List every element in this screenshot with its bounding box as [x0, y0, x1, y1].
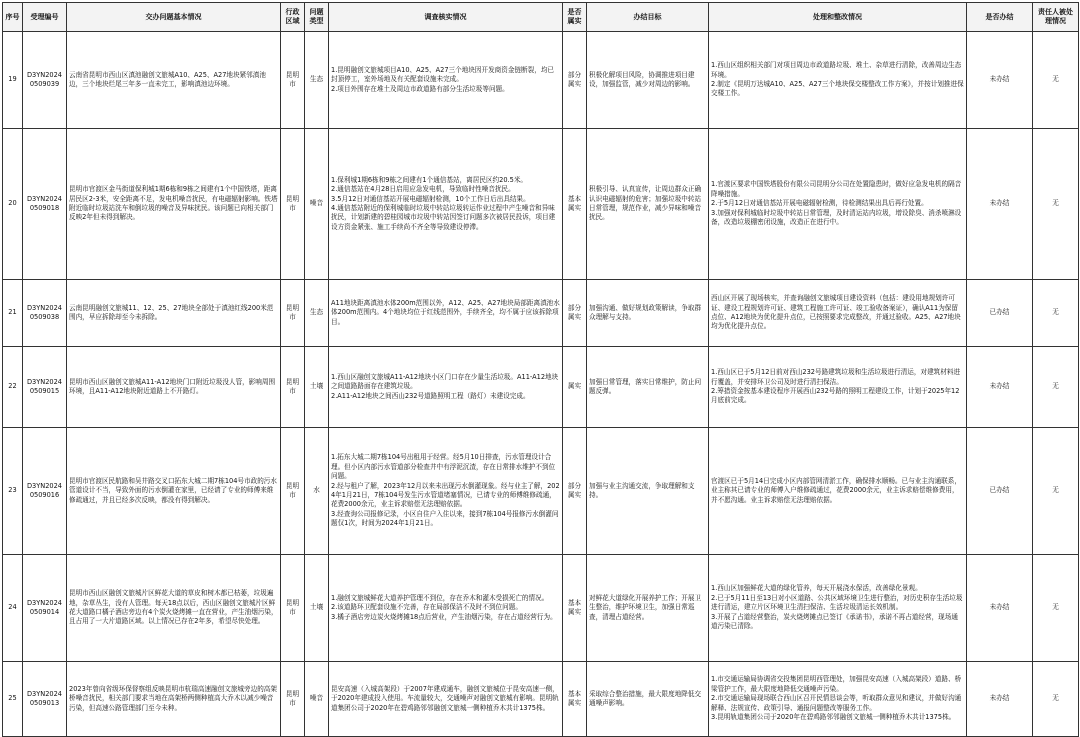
cell-done: 未办结	[967, 129, 1033, 280]
cell-investigation: A11地块距离滇池水体200m范围以外，A12、A25、A27地块局部距离滇池水体200m范围内。4个地块均位于红线范围外，手续齐全，均不属于应该拆除项目。	[329, 280, 563, 347]
cell-responsible: 无	[1033, 280, 1079, 347]
cell-true: 基本属实	[563, 129, 587, 280]
cell-done: 已办结	[967, 428, 1033, 555]
cell-goal: 加强沟通、做好规划政策解读，争取群众理解与支持。	[587, 280, 709, 347]
cell-seq: 20	[3, 129, 23, 280]
cell-basic: 昆明市官渡区民航路和吴井路交叉口拓东大城二期7栋104号市政的污水管道设计不当，导致外面的污水倒灌在家里，已经请了专业的师傅来维修疏通过，并且已经多次反映，都没有得到解决。	[67, 428, 281, 555]
cell-area: 昆明市	[281, 32, 305, 129]
cell-true: 部分属实	[563, 32, 587, 129]
cell-area: 昆明市	[281, 280, 305, 347]
cell-done: 未办结	[967, 32, 1033, 129]
header-responsible: 责任人被处理情况	[1033, 3, 1079, 32]
cell-type: 水	[305, 428, 329, 555]
cell-area: 昆明市	[281, 129, 305, 280]
header-goal: 办结目标	[587, 3, 709, 32]
cell-type: 生态	[305, 32, 329, 129]
table-row	[3, 280, 1079, 347]
cell-code: D3YN20240509038	[23, 280, 67, 347]
cell-investigation: 1.西山区融创文旅城A11-A12地块小区门口存在少量生活垃圾。A11-A12地块之间道路路面存在建筑垃圾。 2.A11-A12地块之间西山232号道路照明工程（路灯）未建设完成。	[329, 347, 563, 428]
cell-action: 官渡区已于5月14日完成小区内部管网清淤工作，确保排水顺畅。已与业主沟通联系，业主称其已请专业的师傅入户维修疏通过，花费2000余元，业主诉求赔偿维修费用，并不愿沟通。业主诉求赔偿无法理赔依据。	[709, 428, 967, 555]
cell-investigation: 1.融创文旅城鲜花大道养护管理不到位，存在乔木和灌木受损死亡的情况。 2.该道路环卫配套设施不完善，存在局部保洁不及时不到位问题。 3.橘子酒店旁边炭火烧烤摊18点后营业，产生油烟污染，存在占道经营行为。	[329, 555, 563, 662]
cell-seq: 24	[3, 555, 23, 662]
cell-type: 土壤	[305, 347, 329, 428]
cell-basic: 云南昆明融创文旅城11、12、25、27地块全部处于滇池红线200米范围内，早应拆除却至今未拆除。	[67, 280, 281, 347]
cell-action: 1.西山区已于5月12日前对西山232号路建筑垃圾和生活垃圾进行清运，对建筑材料进行覆盖，并安排环卫公司及时进行清扫保洁。 2.筹措资金按基本建设程序开展西山232号路的照明工程建设工作，计划于2025年12月底前完成。	[709, 347, 967, 428]
table-row	[3, 129, 1079, 280]
cell-investigation: 昆安高速（入城高架段）于2007年建成通车，融创文旅城位于昆安高速一侧，于2020年建成投入使用。车流量较大，交通噪声对融创文旅城有影响。昆明轨道集团公司于2020年在碧鸡路邻邻融创文旅城一侧种植乔木共计1375株。	[329, 662, 563, 737]
cell-action: 西山区开展了现场核实，并查询融创文旅城项目建设资料（包括：建设用地规划许可证、建设工程规划许可证、建筑工程施工许可证、竣工验收备案证），确认A11为保留点位、A12地块为优化提升点位，已按照要求完成整改，并通过验收。A25、A27地块均为优化提升点位。	[709, 280, 967, 347]
cell-code: D3YN20240509018	[23, 129, 67, 280]
cell-seq: 25	[3, 662, 23, 737]
cell-action: 1.官渡区要求中国铁塔股份有限公司昆明分公司在处置隐患时，做好应急发电机的隔音降噪措施。 2.于5月12日对通信基站开展电磁辐射检测，待检测结果出具后再行处置。 3.加强对保利城临时垃圾中转站日常管理，及时清运站内垃圾，增设除臭、消杀喷淋设备，改造垃圾棚密闭设施，改造正在进行中。	[709, 129, 967, 280]
cell-seq: 22	[3, 347, 23, 428]
cell-basic: 昆明市西山区融创文旅城片区鲜花大道的草皮和树木都已枯萎，垃圾遍地，杂草丛生，没有人管理。每天18点以后，西山区融创文旅城片区鲜花大道路口橘子酒店旁边有4个炭火烧烤摊一直在营业，产生油烟污染，且占用了一大片道路区域。以上情况已存在2年多，希望尽快处理。	[67, 555, 281, 662]
cell-basic: 云南省昆明市西山区滇池融创文旅城A10、A25、A27地块紧邻滇池边，三个地块烂尾三年多一直未完工，影响滇池边环境。	[67, 32, 281, 129]
header-true: 是否属实	[563, 3, 587, 32]
cell-investigation: 1.昆明融创文旅城项目A10、A25、A27三个地块因开发商资金链断裂，均已封顶停工，室外场地及有关配套设施未完成。 2.项目外围存在堆土及周边市政道路有部分生活垃圾等问题。	[329, 32, 563, 129]
cell-code: D3YN20240509016	[23, 428, 67, 555]
cell-seq: 21	[3, 280, 23, 347]
cell-responsible: 无	[1033, 555, 1079, 662]
cell-responsible: 无	[1033, 32, 1079, 129]
table-row	[3, 662, 1079, 737]
cell-done: 未办结	[967, 555, 1033, 662]
cell-responsible: 无	[1033, 428, 1079, 555]
header-investigation: 调查核实情况	[329, 3, 563, 32]
table-row	[3, 32, 1079, 129]
petition-table	[2, 2, 1079, 737]
cell-responsible: 无	[1033, 662, 1079, 737]
cell-area: 昆明市	[281, 428, 305, 555]
cell-investigation: 1.拓东大城二期7栋104号出租用于经营。经5月10日排查，污水管理设计合理。但小区内部污水管道部分检查井中有浮泥沉渣，存在日常排水维护不到位问题。 2.经与租户了解，2023年12月以来未出现污水倒灌现象。经与业主了解，2024年1月21日，7栋104号发生污水管道堵塞情况，已请专业的师傅维修疏通，花费2000余元，业主诉求赔偿无法理赔依据。 3.经查询公司报修记录，小区自住户入住以来，接到7栋104号报修污水倒灌问题仅1次，时间为2024年1月21日。	[329, 428, 563, 555]
table-header-row	[3, 3, 1079, 32]
table-row	[3, 347, 1079, 428]
cell-goal: 采取综合整治措施，最大限度地降低交通噪声影响。	[587, 662, 709, 737]
cell-seq: 23	[3, 428, 23, 555]
cell-area: 昆明市	[281, 347, 305, 428]
cell-basic: 2023年曾向省级环保督察组反映昆明市杭瑞高速融创文旅城旁边的高架桥噪音扰民，相关部门要求当地在高架桥两侧种植高大乔木以减少噪音污染，但高速公路管理部门至今未种。	[67, 662, 281, 737]
cell-area: 昆明市	[281, 555, 305, 662]
cell-responsible: 无	[1033, 347, 1079, 428]
cell-goal: 加强与业主沟通交流，争取理解和支持。	[587, 428, 709, 555]
cell-done: 未办结	[967, 662, 1033, 737]
cell-true: 部分属实	[563, 428, 587, 555]
table-row	[3, 428, 1079, 555]
cell-done: 未办结	[967, 347, 1033, 428]
cell-code: D3YN20240509015	[23, 347, 67, 428]
header-area: 行政区域	[281, 3, 305, 32]
cell-true: 基本属实	[563, 662, 587, 737]
cell-goal: 加强日常管理，落实日常维护，防止问题反弹。	[587, 347, 709, 428]
cell-code: D3YN20240509014	[23, 555, 67, 662]
header-code: 受理编号	[23, 3, 67, 32]
cell-goal: 积极化解项目风险，协调推进项目建设，加强监管，减少对周边的影响。	[587, 32, 709, 129]
table-row	[3, 555, 1079, 662]
cell-type: 噪音	[305, 662, 329, 737]
header-seq: 序号	[3, 3, 23, 32]
header-done: 是否办结	[967, 3, 1033, 32]
cell-basic: 昆明市西山区融创文旅城A11-A12地块门口附近垃圾没人管，影响周围环境，且A11-A12地块附近道路上不开路灯。	[67, 347, 281, 428]
cell-seq: 19	[3, 32, 23, 129]
header-basic: 交办问题基本情况	[67, 3, 281, 32]
cell-responsible: 无	[1033, 129, 1079, 280]
cell-code: D3YN20240509039	[23, 32, 67, 129]
cell-area: 昆明市	[281, 662, 305, 737]
cell-action: 1.西山区组织相关部门对项目周边市政道路垃圾、堆土、杂草进行清除，改善周边生态环境。 2.制定《昆明万达城A10、A25、A27三个地块保交楼整改工作方案》，并按计划推进保交楼工作。	[709, 32, 967, 129]
cell-type: 生态	[305, 280, 329, 347]
header-action: 处理和整改情况	[709, 3, 967, 32]
cell-type: 土壤	[305, 555, 329, 662]
cell-action: 1.市交通运输局协调省交投集团昆明西管理处，加强昆安高速（入城高架段）道路、桥梁管护工作，最大限度地降低交通噪声污染。 2.市交通运输局现场联合西山区召开民情恳谈会等，听取群众意见和建议，并做好沟通解释、法规宣传、政策引导、通报问题整改等服务工作。 3.昆明轨道集团公司于2020年在碧鸡路邻邻融创文旅城一侧种植乔木共计1375株。	[709, 662, 967, 737]
cell-goal: 积极引导、认真宣传，让周边群众正确认识电磁辐射的危害；加强垃圾中转站日常管理，规范作业，减少异味和噪音扰民。	[587, 129, 709, 280]
cell-code: D3YN20240509013	[23, 662, 67, 737]
cell-goal: 对鲜花大道绿化开展养护工作；开展卫生整治，维护环境卫生，加强日常巡查，清理占道经营。	[587, 555, 709, 662]
header-type: 问题类型	[305, 3, 329, 32]
cell-done: 已办结	[967, 280, 1033, 347]
cell-investigation: 1.保利城1期6栋和9栋之间建有1个通信基站，离居民区约20.5米。 2.通信基站在4月28日启用应急发电机，导致临时性噪音扰民。 3.5月12日对通信基站开展电磁辐射检测，10个工作日后出具结果。 4.通信基站附近的保利城临时垃圾中转站垃圾转运作业过程中产生噪音和异味扰民，计划新建的碧桂园城市垃圾中转站因签订问题多次被居民投诉，项目建设方资金紧张、施工手续尚不齐全等导致建设停滞。	[329, 129, 563, 280]
cell-type: 噪音	[305, 129, 329, 280]
cell-true: 属实	[563, 347, 587, 428]
cell-true: 基本属实	[563, 555, 587, 662]
cell-true: 部分属实	[563, 280, 587, 347]
cell-basic: 昆明市官渡区金马街道保利城1期6栋和9栋之间建有1个中国铁塔，距离居民区2-3米，安全距离不足，发电机噪音扰民，有电磁辐射影响。铁塔附近临时垃圾站洗车和倒垃圾的噪音及异味扰民。该问题已向相关部门反映2年但未得到解决。	[67, 129, 281, 280]
cell-action: 1.西山区加强鲜花大道的绿化管养，每天开展浇水保活，改善绿化景观。 2.已于5月11日至13日对小区道路、公共区域环境卫生进行整治，对历史积存生活垃圾进行清运，建立片区环境卫生清扫保洁、生活垃圾清运长效机制。 3.开展了占道经营整治，炭火烧烤摊点已签订《承诺书》，承诺不再占道经营，现场通道污染已清除。	[709, 555, 967, 662]
